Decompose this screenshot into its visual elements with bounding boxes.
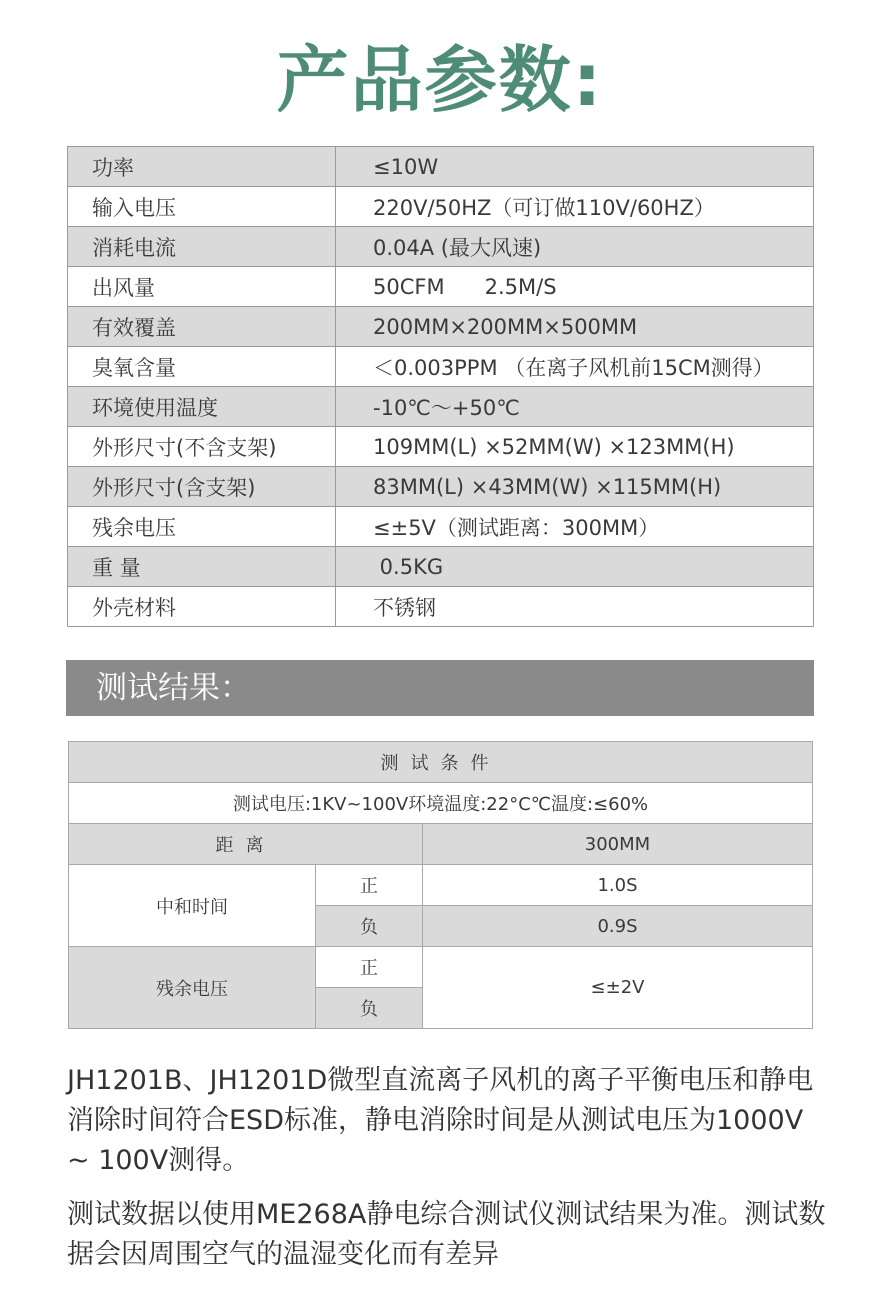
table-row xyxy=(69,824,813,865)
table-row xyxy=(68,307,814,347)
positive-label: 正 xyxy=(316,947,423,988)
table-row xyxy=(68,187,814,227)
spec-label: 功率 xyxy=(68,147,336,187)
spec-value: 220V/50HZ（可订做110V/60HZ） xyxy=(336,187,814,227)
neutralize-positive-value: 1.0S xyxy=(423,865,813,906)
spec-value: 0.5KG xyxy=(336,547,814,587)
spec-label: 外形尺寸(含支架) xyxy=(68,467,336,507)
spec-value: -10℃～+50℃ xyxy=(336,387,814,427)
spec-value: 0.04A (最大风速) xyxy=(336,227,814,267)
negative-label: 负 xyxy=(316,988,423,1029)
spec-label: 消耗电流 xyxy=(68,227,336,267)
note-paragraph-esd: JH1201B、JH1201D微型直流离子风机的离子平衡电压和静电消除时间符合ESD标准，静电消除时间是从测试电压为1000V ~ 100V测得。 xyxy=(67,1065,814,1176)
spec-label: 输入电压 xyxy=(68,187,336,227)
spec-label: 臭氧含量 xyxy=(68,347,336,387)
table-row xyxy=(68,387,814,427)
spec-label: 有效覆盖 xyxy=(68,307,336,347)
table-row xyxy=(68,587,814,627)
table-row xyxy=(68,427,814,467)
spec-label: 外壳材料 xyxy=(68,587,336,627)
spec-label: 环境使用温度 xyxy=(68,387,336,427)
table-row xyxy=(68,267,814,307)
table-row xyxy=(68,227,814,267)
distance-label: 距离 xyxy=(69,824,423,865)
spec-value: 200MM×200MM×500MM xyxy=(336,307,814,347)
spec-label: 残余电压 xyxy=(68,507,336,547)
spec-label: 外形尺寸(不含支架) xyxy=(68,427,336,467)
residual-value: ≤±2V xyxy=(423,947,813,1029)
table-row xyxy=(68,147,814,187)
residual-label: 残余电压 xyxy=(69,947,316,1029)
note-paragraph-instrument: 测试数据以使用ME268A静电综合测试仪测试结果为准。测试数据会因周围空气的温湿变化而有差异 xyxy=(67,1199,826,1270)
test-results-table xyxy=(68,741,813,1029)
positive-label: 正 xyxy=(316,865,423,906)
section-banner: 测试结果： xyxy=(66,660,814,716)
table-row xyxy=(68,547,814,587)
condition-value: 测试电压:1KV~100V环境温度:22°C℃温度:≤60% xyxy=(69,783,813,824)
neutralize-negative-value: 0.9S xyxy=(423,906,813,947)
neutralize-label: 中和时间 xyxy=(69,865,316,947)
spec-table xyxy=(67,146,814,627)
table-row xyxy=(69,783,813,824)
table-row xyxy=(69,947,813,988)
table-row xyxy=(68,347,814,387)
spec-value: 50CFM 2.5M/S xyxy=(336,267,814,307)
spec-label: 出风量 xyxy=(68,267,336,307)
spec-value: ≤10W xyxy=(336,147,814,187)
table-row xyxy=(69,865,813,906)
table-row xyxy=(69,742,813,783)
table-row xyxy=(68,467,814,507)
page-title: 产品参数: xyxy=(276,38,604,122)
spec-label: 重 量 xyxy=(68,547,336,587)
spec-value: 109MM(L) ×52MM(W) ×123MM(H) xyxy=(336,427,814,467)
condition-header: 测试条件 xyxy=(69,742,813,783)
spec-value: 不锈钢 xyxy=(336,587,814,627)
spec-value: ＜0.003PPM （在离子风机前15CM测得） xyxy=(336,347,814,387)
spec-value: 83MM(L) ×43MM(W) ×115MM(H) xyxy=(336,467,814,507)
distance-value: 300MM xyxy=(423,824,813,865)
spec-value: ≤±5V（测试距离：300MM） xyxy=(336,507,814,547)
negative-label: 负 xyxy=(316,906,423,947)
table-row xyxy=(68,507,814,547)
